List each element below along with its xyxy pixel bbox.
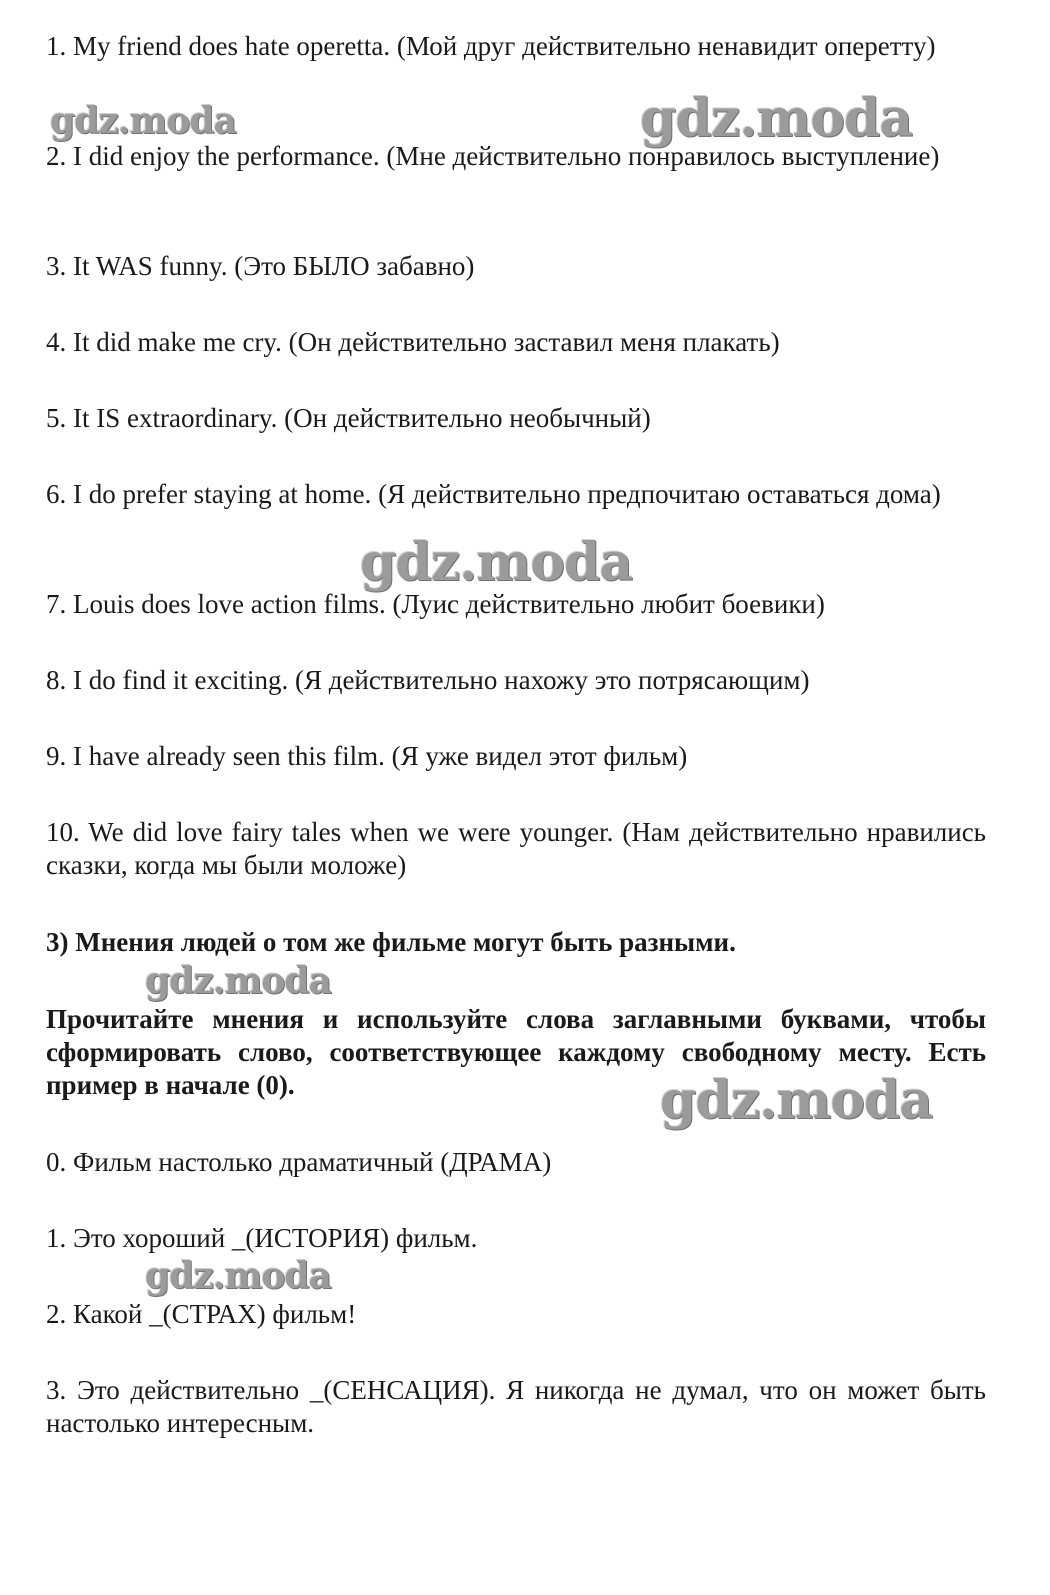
answer-item-8: 8. I do find it exciting. (Я действительно нахожу это потрясающим) — [46, 665, 810, 695]
section-heading: 3) Мнения людей о том же фильме могут быть разными. — [46, 927, 736, 957]
answer-item-4: 4. It did make me cry. (Он действительно заставил меня плакать) — [46, 327, 780, 357]
watermark-logo: gdz.moda — [145, 1255, 331, 1297]
answer-item-6: 6. I do prefer staying at home. (Я действительно предпочитаю оставаться дома) — [46, 479, 941, 509]
answer-item-1: 1. My friend does hate operetta. (Мой друг действительно ненавидит оперетту) — [46, 31, 936, 61]
answer-item-5: 5. It IS extraordinary. (Он действительно необычный) — [46, 403, 651, 433]
exercise-item-2: 2. Какой _(СТРАХ) фильм! — [46, 1299, 357, 1329]
answer-item-10: 10. We did love fairy tales when we were younger. (Нам действительно нравились сказки, когда мы были моложе) — [46, 817, 986, 880]
answer-item-2: 2. I did enjoy the performance. (Мне действительно понравилось выступление) — [46, 141, 940, 171]
watermark-logo: gdz.moda — [640, 88, 913, 149]
watermark-logo: gdz.moda — [145, 960, 331, 1002]
watermark-logo: gdz.moda — [660, 1070, 933, 1131]
answer-item-9: 9. I have already seen this film. (Я уже видел этот фильм) — [46, 741, 688, 771]
answer-item-7: 7. Louis does love action films. (Луис действительно любит боевики) — [46, 589, 825, 619]
exercise-item-3: 3. Это действительно _(СЕНСАЦИЯ). Я никогда не думал, что он может быть настолько интересным. — [46, 1375, 986, 1438]
section-instruction: Прочитайте мнения и используйте слова заглавными буквами, чтобы сформировать слово, соответствующее каждому свободному месту. Есть пример в начале (0). — [46, 1004, 986, 1100]
exercise-item-1: 1. Это хороший _(ИСТОРИЯ) фильм. — [46, 1223, 478, 1253]
answer-item-3: 3. It WAS funny. (Это БЫЛО забавно) — [46, 251, 475, 281]
watermark-logo: gdz.moda — [360, 532, 633, 593]
watermark-logo: gdz.moda — [50, 100, 236, 142]
exercise-item-0: 0. Фильм настолько драматичный (ДРАМА) — [46, 1147, 552, 1177]
